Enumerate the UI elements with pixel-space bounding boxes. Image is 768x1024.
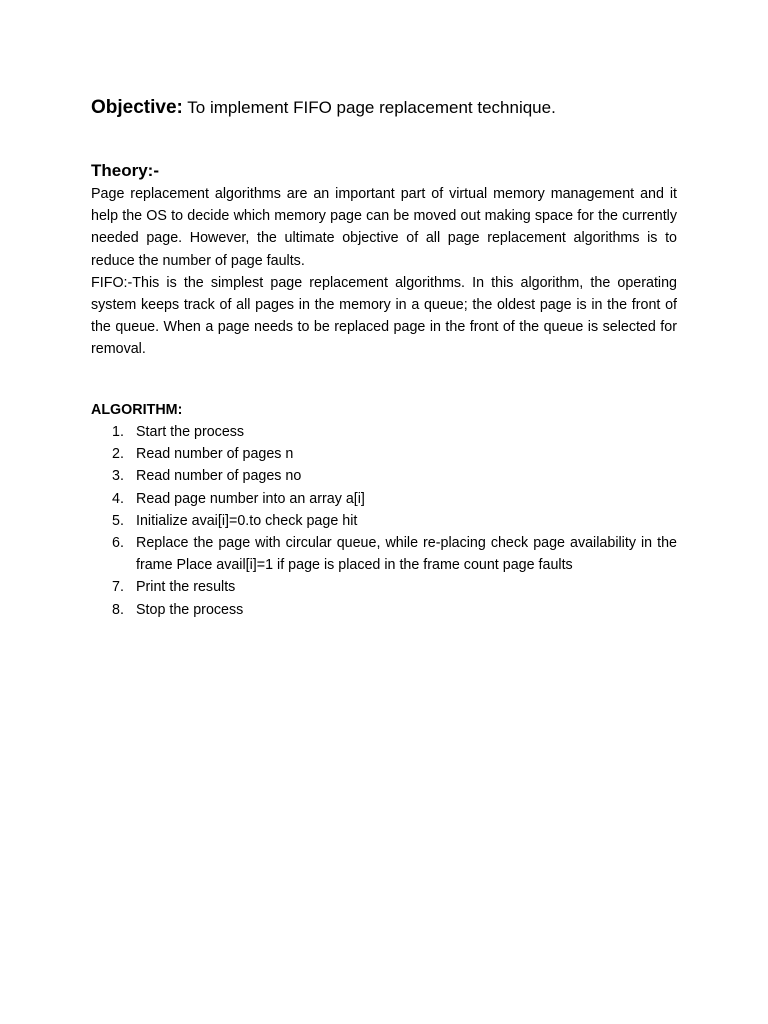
step-number: 8.	[112, 601, 124, 618]
step-text: Start the process	[136, 424, 245, 440]
algorithm-step	[91, 576, 677, 598]
step-number: 7.	[112, 579, 124, 596]
objective-text: To implement FIFO page replacement technique.	[182, 98, 556, 117]
algorithm-step	[91, 532, 677, 576]
algorithm-step	[91, 510, 677, 532]
step-number: 5.	[112, 512, 124, 529]
step-text: Read number of pages n	[136, 446, 294, 463]
theory-body	[91, 183, 677, 361]
algorithm-step	[91, 599, 677, 621]
objective-line	[91, 94, 677, 122]
step-text: Read number of pages no	[136, 468, 302, 485]
step-number: 6.	[112, 535, 124, 552]
step-number: 4.	[112, 490, 124, 507]
theory-paragraph-intro: Page replacement algorithms are an important part of virtual memory management and it help the OS to decide which memory page can be moved out making space for the currently needed page. However, the ultimate objective of all page replacement algorithms is to reduce the number of page faults.	[91, 186, 677, 269]
theory-heading: Theory:-	[91, 161, 159, 180]
step-number: 1.	[112, 424, 124, 440]
algorithm-step	[91, 443, 677, 465]
objective-label: Objective:	[91, 97, 183, 118]
step-text: Initialize avai[i]=0.to check page hit	[136, 512, 358, 529]
algorithm-step	[91, 488, 677, 510]
step-text: Replace the page with circular queue, while re-placing check page availability in the frame Place avail[i]=1 if page is placed in the frame count page faults	[136, 535, 677, 574]
step-text: Stop the process	[136, 601, 244, 618]
algorithm-step	[91, 465, 677, 487]
step-number: 3.	[112, 468, 124, 485]
step-number: 2.	[112, 446, 124, 463]
step-text: Read page number into an array a[i]	[136, 490, 365, 507]
step-text: Print the results	[136, 579, 236, 596]
algorithm-heading: ALGORITHM:	[91, 402, 183, 418]
algorithm-steps-list	[91, 421, 677, 621]
algorithm-step	[91, 421, 677, 443]
theory-paragraph-fifo: FIFO:-This is the simplest page replacement algorithms. In this algorithm, the operating system keeps track of all pages in the memory in a queue; the oldest page is in the front of the queue. When a page needs to be replaced page in the front of the queue is selected for removal.	[91, 274, 677, 358]
